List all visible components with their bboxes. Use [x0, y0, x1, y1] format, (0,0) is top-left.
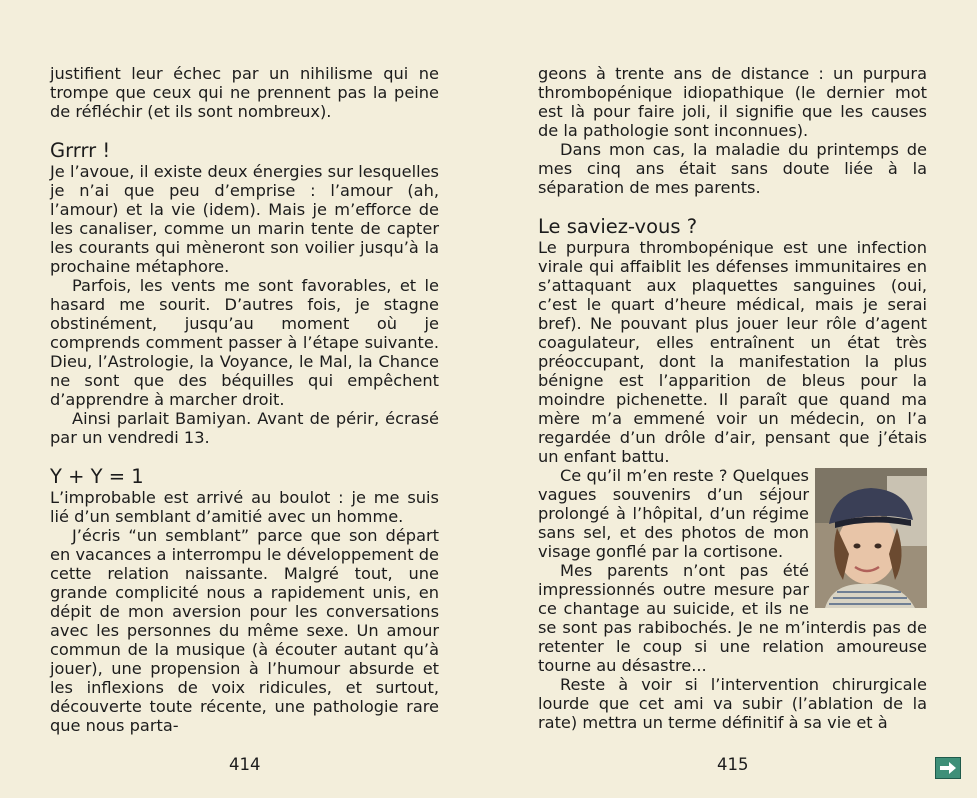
heading-grrrr: Grrrr !	[50, 139, 111, 162]
next-page-button[interactable]	[935, 757, 961, 779]
paragraph-grrrr-2: Parfois, les vents me sont favorables, et le hasard me sourit. D’autres fois, je stagne obstinément, jusqu’au moment où je comprends comment passer à l’étape suivante. Dieu, l’Astrologie, la Voyance, le Mal, la Chance ne sont que des béquilles qui empêchent d’apprendre à marcher droit.	[50, 276, 439, 409]
left-page-column	[50, 64, 439, 735]
paragraph-reste: Ce qu’il m’en reste ? Quelques vagues souvenirs d’un séjour prolongé à l’hôpital, d’un régime sans sel, et des photos de mon visage gonflé par la cortisone.	[538, 466, 809, 561]
paragraph-parents: Mes parents n’ont pas été impressionnés outre mesure par ce chantage au suicide, et ils ne se sont pas rabibochés. Je ne m’interdis pas de retenter le coup si une relation amoureuse tourne au désastre...	[538, 561, 927, 675]
page-number-right: 415	[717, 755, 749, 774]
page-number-left: 414	[229, 755, 261, 774]
paragraph-grrrr-3: Ainsi parlait Bamiyan. Avant de périr, écrasé par un vendredi 13.	[50, 409, 439, 447]
paragraph-intro: justifient leur échec par un nihilisme qui ne trompe que ceux qui ne prennent pas la peine de réfléchir (et ils sont nombreux).	[50, 64, 439, 121]
paragraph-continued: geons à trente ans de distance : un purpura thrombopénique idiopathique (le dernier mot est là pour faire joli, il signifie que les causes de la pathologie sont inconnues).	[538, 64, 927, 140]
heading-y-plus-y: Y + Y = 1	[50, 465, 144, 488]
paragraph-yy-1: L’improbable est arrivé au boulot : je me suis lié d’un semblant d’amitié avec un homme.	[50, 488, 439, 526]
right-page-column	[538, 64, 927, 732]
heading-le-saviez-vous: Le saviez-vous ?	[538, 215, 698, 238]
paragraph-final: Reste à voir si l’intervention chirurgicale lourde que cet ami va subir (l’ablation de la rate) mettra un terme définitif à sa vie et à	[538, 675, 927, 732]
paragraph-yy-2: J’écris “un semblant” parce que son départ en vacances a interrompu le développement de cette relation naissante. Malgré tout, une grande complicité nous a rapidement unis, en dépit de mon aversion pour les conversations avec les personnes du même sexe. Un amour commun de la musique (à écouter autant qu’à jouer), une propension à l’humour absurde et les inflexions de voix ridicules, et surtout, découverte toute récente, une pathologie rare que nous parta-	[50, 526, 439, 735]
child-with-cap-photo-icon	[815, 468, 927, 608]
paragraph-grrrr-1: Je l’avoue, il existe deux énergies sur lesquelles je n’ai que peu d’emprise : l’amour (ah, l’amour) et la vie (idem). Mais je m’efforce de les canaliser, comme un marin tente de capter les courants qui mèneront son voilier jusqu’à la prochaine métaphore.	[50, 162, 439, 276]
paragraph-continued-2: Dans mon cas, la maladie du printemps de mes cinq ans était sans doute liée à la séparation de mes parents.	[538, 140, 927, 197]
paragraph-saviez: Le purpura thrombopénique est une infection virale qui affaiblit les défenses immunitaires en s’attaquant aux plaquettes sanguines (oui, c’est le quart d’heure médical, mais je serai bref). Ne pouvant plus jouer leur rôle d’agent coagulateur, elles entraînent un état très préoccupant, dont la manifestation la plus bénigne est l’apparition de bleus pour la moindre pichenette. Il paraît que quand ma mère m’a emmené voir un médecin, on l’a regardée d’un drôle d’air, pensant que j’étais un enfant battu.	[538, 238, 927, 466]
child-photo	[815, 468, 927, 608]
right-arrow-icon	[939, 761, 957, 775]
